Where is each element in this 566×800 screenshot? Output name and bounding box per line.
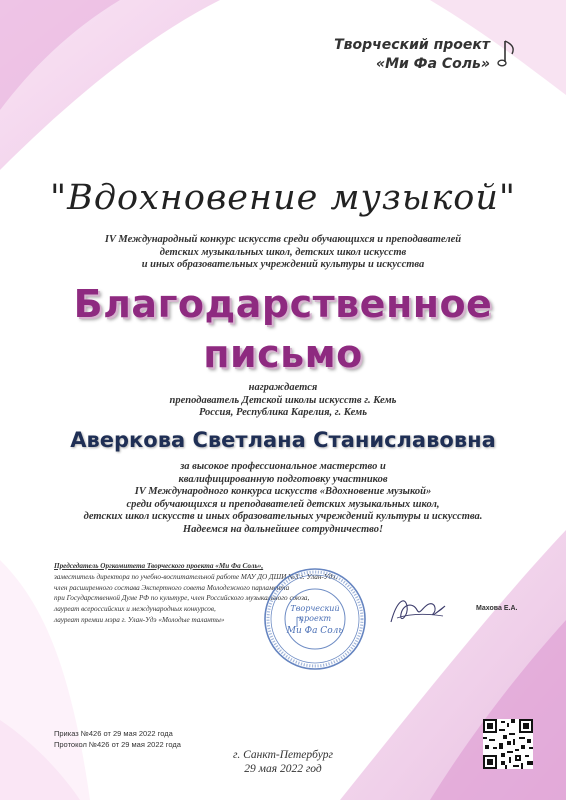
- signatory-line: заместитель директора по учебно-воспитательной работе МАУ ДО ДШИ №3 г. Улан-Удэ,: [54, 572, 338, 581]
- reason-line: детских школ искусств и иных образовательных учреждений культуры и искусства.: [83, 511, 483, 522]
- project-title: «Ми Фа Соль»: [375, 56, 490, 72]
- signatory-line: лауреат всероссийских и международных конкурсов,: [54, 605, 216, 614]
- contest-description: [0, 234, 566, 272]
- signatory-line: Председатель Оргкомитета Творческого проекта «Ми Фа Соль»,: [54, 562, 264, 570]
- document-subtitle: письмо: [203, 332, 363, 376]
- place-and-date: [0, 749, 566, 776]
- qr-code-icon[interactable]: [483, 719, 533, 769]
- reason-line: IV Международного конкурса искусств «Вдохновение музыкой»: [134, 486, 432, 497]
- contest-line: IV Международный конкурс искусств среди обучающихся и преподавателей: [104, 234, 462, 245]
- recipient-name: Аверкова Светлана Станиславовна: [70, 428, 496, 452]
- signatory-name: Махова Е.А.: [476, 605, 518, 612]
- award-reason: [0, 461, 566, 536]
- official-seal: [263, 567, 367, 671]
- signatory-line: член расширенного состава Экспертного совета Молодежного парламента: [54, 583, 290, 592]
- contest-name: "Вдохновение музыкой": [50, 178, 516, 218]
- issue-date: 29 мая 2022 год: [244, 762, 322, 775]
- award-line: награждается: [248, 382, 318, 393]
- reason-line: квалифицированную подготовку участников: [178, 473, 388, 485]
- reason-line: среди обучающихся и преподавателей детских музыкальных школ,: [126, 498, 440, 510]
- reason-line: за высокое профессиональное мастерство и: [180, 461, 386, 472]
- reason-line: Надеемся на дальнейшее сотрудничество!: [182, 523, 384, 535]
- seal-text-line: Творческий: [290, 604, 340, 613]
- music-note-icon: [497, 38, 523, 72]
- award-line: Россия, Республика Карелия, г. Кемь: [198, 407, 368, 418]
- handwritten-signature: [387, 592, 449, 632]
- award-info: [0, 382, 566, 420]
- signatory-line: при Государственной Думе РФ по культуре, член Российского музыкального союза,: [54, 594, 310, 603]
- project-label: Творческий проект: [334, 37, 490, 53]
- project-name: [334, 36, 490, 74]
- seal-text-line: проект: [298, 614, 332, 623]
- seal-text-line: Ми Фа Соль: [286, 626, 344, 636]
- contest-line: детских музыкальных школ, детских школ искусств: [159, 246, 407, 258]
- order-number: Приказ №426 от 29 мая 2022 года: [54, 729, 173, 738]
- signatory-line: лауреат премии мэра г. Улан-Удэ «Молодые таланты»: [54, 615, 225, 624]
- document-title: Благодарственное: [73, 282, 493, 326]
- contest-line: и иных образовательных учреждений культуры и искусства: [141, 259, 425, 270]
- award-line: преподаватель Детской школы искусств г. Кемь: [169, 394, 397, 406]
- protocol-number: Протокол №426 от 29 мая 2022 года: [54, 739, 181, 749]
- city: г. Санкт-Петербург: [233, 749, 333, 761]
- order-info: [54, 729, 181, 750]
